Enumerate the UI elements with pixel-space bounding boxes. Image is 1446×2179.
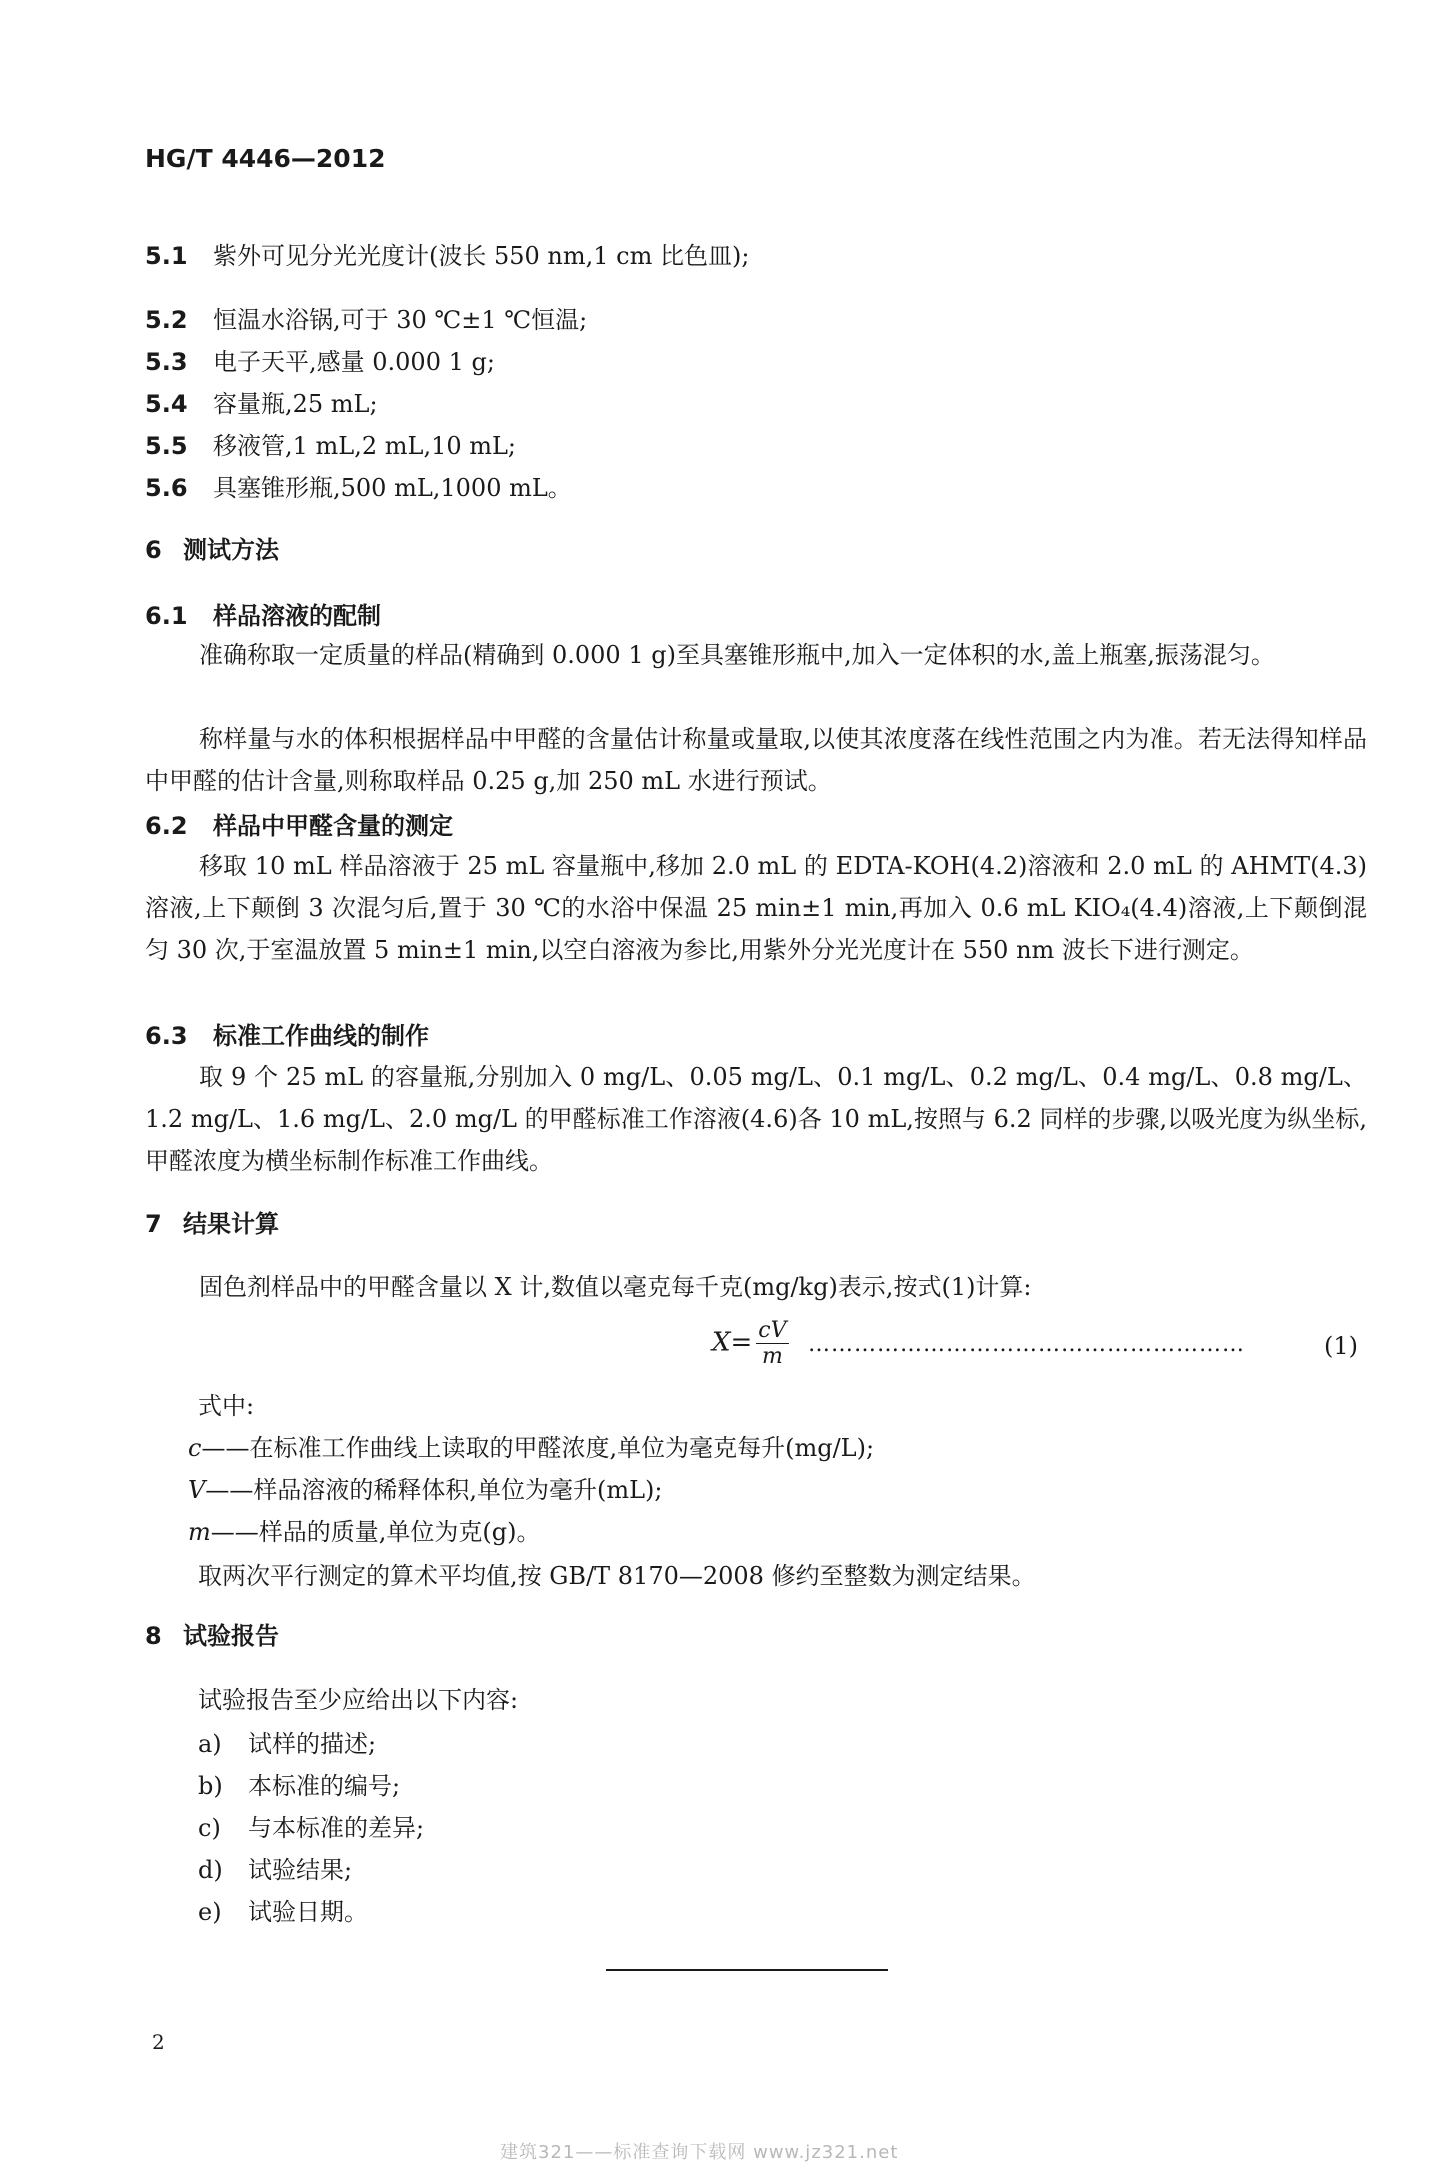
- where-label: 式中:: [198, 1392, 255, 1420]
- list-label: c): [198, 1814, 221, 1842]
- paragraph: 固色剂样品中的甲醛含量以 X 计,数值以毫克每千克(mg/kg)表示,按式(1)计算:: [199, 1273, 1032, 1301]
- variable-description: ——在标准工作曲线上读取的甲醛浓度,单位为毫克每升(mg/L);: [201, 1434, 875, 1462]
- list-text: 试样的描述;: [248, 1730, 377, 1758]
- variable-symbol: V: [188, 1476, 206, 1504]
- clause-text: 容量瓶,25 mL;: [213, 390, 378, 418]
- subsection-heading: [145, 596, 381, 631]
- clause-number: 5.6: [145, 474, 188, 502]
- clause-text: 具塞锥形瓶,500 mL,1000 mL。: [213, 474, 572, 502]
- list-label: a): [198, 1730, 222, 1758]
- clause-text: 电子天平,感量 0.000 1 g;: [213, 348, 495, 376]
- paragraph: 取两次平行测定的算术平均值,按 GB/T 8170—2008 修约至整数为测定结果。: [198, 1562, 1036, 1590]
- subsection-number: 6.1: [145, 602, 188, 630]
- subsection-number: 6.3: [145, 1022, 188, 1050]
- variable-symbol: m: [188, 1518, 211, 1546]
- list-item: [198, 1892, 368, 1927]
- watermark: 建筑321——标准查询下载网 www.jz321.net: [500, 2142, 899, 2163]
- variable-description: ——样品溶液的稀释体积,单位为毫升(mL);: [205, 1476, 663, 1504]
- variable-definition: [188, 1470, 662, 1505]
- list-item: [198, 1724, 376, 1759]
- equation-number: (1): [1324, 1332, 1358, 1360]
- clause-number: 5.1: [145, 242, 188, 270]
- apparatus-item: [145, 236, 749, 271]
- formula-lhs: X=: [712, 1327, 753, 1358]
- variable-symbol: c: [188, 1434, 202, 1462]
- fraction-denominator: m: [761, 1344, 783, 1369]
- subsection-title: 样品中甲醛含量的测定: [213, 811, 453, 840]
- variable-definition: [188, 1428, 874, 1463]
- clause-number: 5.3: [145, 348, 188, 376]
- list-item: [198, 1808, 424, 1843]
- section-title: 结果计算: [183, 1209, 279, 1238]
- apparatus-item: [145, 426, 516, 461]
- formula-leader-dots: …………………………………………………: [808, 1332, 1245, 1357]
- clause-number: 5.2: [145, 306, 188, 334]
- paragraph: 试验报告至少应给出以下内容:: [198, 1686, 519, 1714]
- subsection-title: 样品溶液的配制: [213, 601, 381, 630]
- subsection-title: 标准工作曲线的制作: [213, 1021, 429, 1050]
- subsection-heading: [145, 1016, 429, 1051]
- list-text: 试验日期。: [248, 1898, 368, 1926]
- section-title: 测试方法: [183, 535, 279, 564]
- section-number: 8: [145, 1622, 162, 1650]
- list-text: 本标准的编号;: [248, 1772, 401, 1800]
- variable-definition: [188, 1512, 540, 1547]
- paragraph: 称样量与水的体积根据样品中甲醛的含量估计称量或量取,以使其浓度落在线性范围之内为准。若无法得知样品中甲醛的估计含量,则称取样品 0.25 g,加 250 mL 水进行预试。: [145, 725, 1367, 795]
- clause-text: 紫外可见分光光度计(波长 550 nm,1 cm 比色皿);: [213, 242, 750, 270]
- section-heading: [145, 530, 279, 565]
- list-item: [198, 1850, 352, 1885]
- clause-number: 5.5: [145, 432, 188, 460]
- section-heading: [145, 1204, 279, 1239]
- paragraph: 取 9 个 25 mL 的容量瓶,分别加入 0 mg/L、0.05 mg/L、0.1 mg/L、0.2 mg/L、0.4 mg/L、0.8 mg/L、1.2 mg/L、1.6 mg/L、2.0 mg/L 的甲醛标准工作溶液(4.6)各 10 mL,按照与 6.2 同样的步骤,以吸光度为纵坐标,甲醛浓度为横坐标制作标准工作曲线。: [145, 1063, 1367, 1175]
- list-text: 与本标准的差异;: [248, 1814, 425, 1842]
- clause-text: 移液管,1 mL,2 mL,10 mL;: [213, 432, 517, 460]
- section-number: 6: [145, 536, 162, 564]
- page-number: 2: [152, 2030, 165, 2054]
- clause-number: 5.4: [145, 390, 188, 418]
- paragraph: 移取 10 mL 样品溶液于 25 mL 容量瓶中,移加 2.0 mL 的 EDTA-KOH(4.2)溶液和 2.0 mL 的 AHMT(4.3)溶液,上下颠倒 3 次混匀后,置于 30 ℃的水浴中保温 25 min±1 min,再加入 0.6 mL KIO₄(4.4)溶液,上下颠倒混匀 30 次,于室温放置 5 min±1 min,以空白溶液为参比,用紫外分光光度计在 550 nm 波长下进行测定。: [145, 852, 1367, 964]
- apparatus-item: [145, 468, 572, 503]
- standard-code: HG/T 4446—2012: [145, 144, 386, 173]
- end-rule: [606, 1969, 888, 1971]
- section-heading: [145, 1616, 279, 1651]
- apparatus-item: [145, 384, 378, 419]
- apparatus-item: [145, 300, 587, 335]
- section-title: 试验报告: [183, 1621, 279, 1650]
- variable-description: ——样品的质量,单位为克(g)。: [210, 1518, 541, 1546]
- subsection-heading: [145, 806, 453, 841]
- list-label: e): [198, 1898, 222, 1926]
- section-number: 7: [145, 1210, 162, 1238]
- subsection-number: 6.2: [145, 812, 188, 840]
- clause-text: 恒温水浴锅,可于 30 ℃±1 ℃恒温;: [213, 306, 588, 334]
- apparatus-item: [145, 342, 495, 377]
- formula: [712, 1318, 789, 1369]
- formula-fraction: [756, 1318, 788, 1369]
- list-label: d): [198, 1856, 223, 1884]
- fraction-numerator: cV: [758, 1318, 787, 1343]
- list-item: [198, 1766, 400, 1801]
- paragraph: 准确称取一定质量的样品(精确到 0.000 1 g)至具塞锥形瓶中,加入一定体积的水,盖上瓶塞,振荡混匀。: [199, 641, 1275, 669]
- list-label: b): [198, 1772, 223, 1800]
- list-text: 试验结果;: [248, 1856, 353, 1884]
